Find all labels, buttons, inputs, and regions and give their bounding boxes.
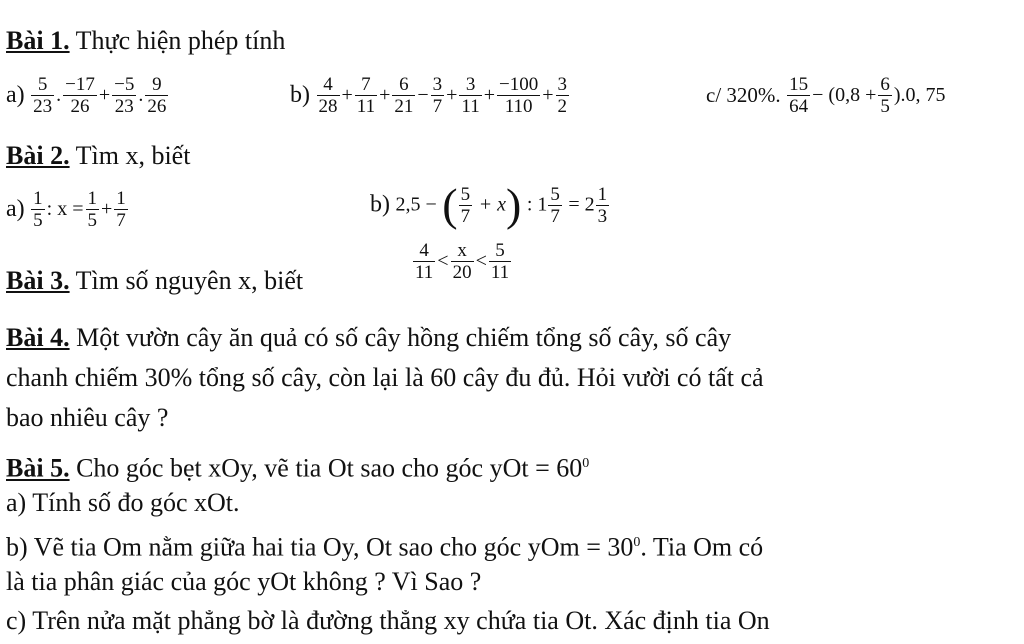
bai2-b-start: 2,5 − bbox=[395, 193, 437, 216]
operator: : x = bbox=[46, 198, 84, 220]
operator: + bbox=[379, 84, 391, 106]
bai2-b-paren-tail: + x bbox=[478, 193, 506, 216]
fraction bbox=[392, 74, 415, 117]
fraction bbox=[431, 74, 445, 117]
fraction-numerator: −100 bbox=[499, 74, 539, 95]
fraction bbox=[86, 188, 100, 231]
fraction-denominator: 7 bbox=[460, 205, 471, 227]
fraction-denominator: 110 bbox=[504, 96, 533, 117]
fraction-denominator: 11 bbox=[356, 96, 376, 117]
bai2-a-label: a) bbox=[6, 196, 25, 222]
fraction-numerator: 1 bbox=[33, 188, 43, 209]
bai5-b1-text: b) Vẽ tia Om nằm giữa hai tia Oy, Ot sao cho góc bbox=[6, 532, 528, 562]
operator: + bbox=[483, 84, 495, 106]
bai2-b-mixed-fraction-1 bbox=[548, 184, 562, 227]
fraction bbox=[355, 74, 377, 117]
fraction-denominator: 11 bbox=[461, 96, 480, 117]
operator: + bbox=[542, 84, 554, 106]
fraction-denominator: 5 bbox=[87, 210, 97, 231]
operator: − bbox=[417, 84, 429, 106]
fraction-numerator: 6 bbox=[392, 74, 415, 96]
bai2-title: Bài 2. bbox=[6, 141, 70, 170]
fraction bbox=[787, 74, 810, 117]
bai2-b-open-paren: ( bbox=[442, 179, 458, 230]
bai1-part-b bbox=[290, 74, 570, 117]
bai5-part-a: a) Tính số đo góc xOt. bbox=[6, 488, 240, 517]
fraction-denominator: 26 bbox=[147, 96, 167, 117]
fraction-numerator: −17 bbox=[65, 74, 95, 95]
fraction-denominator: 64 bbox=[789, 96, 809, 117]
operator: − (0,8 + bbox=[812, 84, 877, 106]
fraction-numerator: 4 bbox=[317, 74, 340, 96]
fraction-numerator: 6 bbox=[880, 74, 890, 95]
bai2-a-expr bbox=[30, 188, 129, 231]
bai2-b-close-paren: ) bbox=[505, 179, 522, 230]
operator: ).0, 75 bbox=[893, 84, 946, 106]
operator: < bbox=[475, 250, 487, 272]
bai5-part-c: c) Trên nửa mặt phẳng bờ là đường thẳng xy chứa tia Ot. Xác định tia On bbox=[6, 606, 770, 635]
bai2-text: Tìm x, biết bbox=[69, 141, 191, 170]
fraction-numerator: 1 bbox=[597, 183, 608, 205]
fraction-denominator: 21 bbox=[394, 96, 414, 117]
fraction bbox=[878, 74, 892, 117]
bai5-part-b-line-2: là tia phân giác của góc yOt không ? Vì Sao ? bbox=[6, 567, 482, 596]
operator: . bbox=[56, 84, 62, 106]
fraction bbox=[413, 240, 435, 283]
fraction bbox=[556, 74, 570, 117]
bai1-c-label: c/ 320%. bbox=[706, 83, 781, 107]
bai5-b1-tail: . Tia Om có bbox=[640, 532, 764, 562]
bai4-line1-text: Một vườn cây ăn quả có số cây hồng chiếm tổng số cây, số cây bbox=[69, 323, 732, 352]
fraction-denominator: 5 bbox=[33, 210, 43, 231]
bai1-a-label: a) bbox=[6, 82, 25, 108]
fraction-numerator: 15 bbox=[789, 74, 809, 95]
fraction-numerator: 5 bbox=[31, 74, 54, 96]
bai1-text: Thực hiện phép tính bbox=[69, 26, 286, 55]
fraction bbox=[145, 74, 168, 117]
fraction-numerator: 5 bbox=[550, 183, 560, 205]
fraction-denominator: 20 bbox=[452, 262, 472, 283]
bai3-heading bbox=[6, 266, 303, 296]
fraction-numerator: 3 bbox=[432, 74, 443, 95]
fraction-numerator: 3 bbox=[557, 74, 567, 95]
bai5-part-b-line-1 bbox=[6, 528, 763, 563]
bai5-text: Cho góc bẹt xOy, vẽ tia Ot sao cho góc bbox=[69, 453, 490, 483]
bai5-heading bbox=[6, 449, 589, 484]
fraction bbox=[451, 240, 474, 283]
bai1-b-label: b) bbox=[290, 82, 310, 108]
bai3-inequality bbox=[412, 240, 512, 283]
fraction bbox=[114, 188, 128, 231]
bai2-b-paren-fraction bbox=[459, 184, 473, 227]
bai1-a-expr bbox=[30, 74, 169, 117]
bai5-angle-degree: 0 bbox=[582, 456, 590, 471]
bai3-title: Bài 3. bbox=[6, 266, 70, 295]
fraction-denominator: 23 bbox=[33, 96, 53, 117]
fraction-numerator: 3 bbox=[459, 74, 481, 96]
fraction-numerator: 1 bbox=[116, 188, 126, 209]
operator: . bbox=[138, 84, 144, 106]
fraction-denominator: 2 bbox=[557, 96, 567, 117]
fraction-denominator: 28 bbox=[318, 96, 338, 117]
fraction bbox=[31, 74, 54, 117]
bai5-b-angle-degree: 0 bbox=[633, 535, 641, 550]
operator: < bbox=[437, 250, 449, 272]
bai2-part-b bbox=[370, 179, 610, 230]
fraction bbox=[317, 74, 340, 117]
fraction-denominator: 11 bbox=[490, 262, 510, 283]
fraction bbox=[112, 74, 136, 117]
fraction-denominator: 3 bbox=[597, 205, 608, 227]
fraction bbox=[497, 74, 540, 117]
fraction-numerator: 9 bbox=[145, 74, 168, 96]
bai3-expr bbox=[412, 240, 512, 283]
fraction bbox=[63, 74, 97, 117]
bai4-title: Bài 4. bbox=[6, 323, 70, 352]
fraction bbox=[489, 240, 511, 283]
bai1-b-expr bbox=[316, 74, 571, 117]
operator: + bbox=[341, 84, 353, 106]
fraction-denominator: 11 bbox=[415, 262, 434, 283]
bai5-b-angle: yOm = 30 bbox=[527, 532, 634, 562]
bai4-line-2: chanh chiếm 30% tổng số cây, còn lại là 60 cây đu đủ. Hỏi vười có tất cả bbox=[6, 363, 764, 392]
fraction bbox=[31, 188, 45, 231]
fraction-denominator: 7 bbox=[550, 205, 560, 227]
fraction-denominator: 26 bbox=[70, 96, 90, 117]
bai2-heading bbox=[6, 141, 190, 171]
bai2-b-mixed-fraction-2 bbox=[596, 184, 610, 227]
bai1-title: Bài 1. bbox=[6, 26, 70, 55]
bai4-line-1 bbox=[6, 323, 731, 353]
bai4-line-3: bao nhiêu cây ? bbox=[6, 403, 169, 432]
bai2-b-label: b) bbox=[370, 191, 390, 218]
bai2-b-eq: = 2 bbox=[568, 193, 595, 216]
fraction-denominator: 7 bbox=[432, 96, 443, 117]
bai2-part-a bbox=[6, 188, 129, 231]
operator: + bbox=[98, 84, 111, 106]
bai5-title: Bài 5. bbox=[6, 453, 70, 483]
fraction-denominator: 23 bbox=[114, 96, 134, 117]
fraction-numerator: 5 bbox=[489, 240, 511, 262]
fraction-numerator: −5 bbox=[114, 74, 135, 95]
fraction-numerator: 7 bbox=[355, 74, 377, 96]
bai3-text: Tìm số nguyên x, biết bbox=[69, 266, 304, 295]
fraction-numerator: 4 bbox=[413, 240, 435, 262]
bai1-c-expr bbox=[786, 74, 946, 117]
bai1-heading bbox=[6, 26, 285, 56]
operator: + bbox=[101, 198, 113, 220]
fraction-numerator: 1 bbox=[87, 188, 97, 209]
bai5-angle: yOt = 60 bbox=[489, 453, 583, 483]
fraction-denominator: 7 bbox=[116, 210, 126, 231]
operator: + bbox=[446, 84, 458, 106]
fraction bbox=[459, 74, 481, 117]
fraction-numerator: x bbox=[451, 240, 474, 262]
fraction-numerator: 5 bbox=[460, 183, 471, 205]
bai1-part-a bbox=[6, 74, 169, 117]
bai2-b-div: : 1 bbox=[526, 193, 548, 216]
bai1-part-c bbox=[706, 74, 947, 117]
fraction-denominator: 5 bbox=[880, 96, 890, 117]
